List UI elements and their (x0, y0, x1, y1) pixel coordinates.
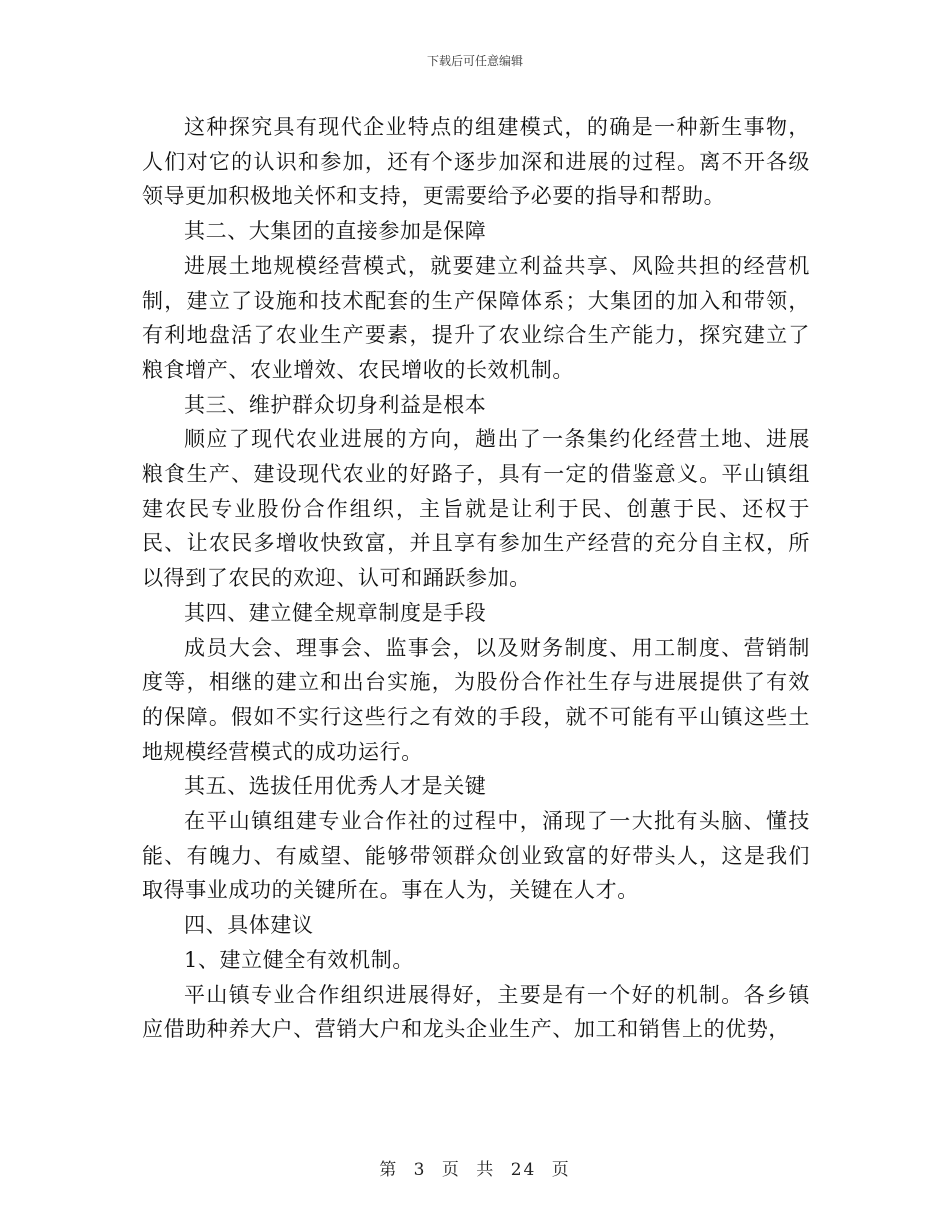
subsection-heading: 1、建立健全有效机制。 (184, 947, 414, 972)
page-footer (0, 1155, 950, 1180)
footer-prefix: 第 (379, 1160, 399, 1180)
current-page-number: 3 (413, 1160, 427, 1180)
page-header: 下载后可任意编辑 (426, 54, 523, 68)
paragraph: 成员大会、理事会、监事会，以及财务制度、用工制度、营销制度等，相继的建立和出台实施，为股份合作社生存与进展提供了有效的保障。假如不实行这些行之有效的手段，就不可能有平山镇这些土地规模经营模式的成功运行。 (142, 635, 810, 764)
paragraph: 在平山镇组建专业合作社的过程中，涌现了一大批有头脑、懂技能、有魄力、有威望、能够带领群众创业致富的好带头人，这是我们取得事业成功的关键所在。事在人为，关键在人才。 (142, 809, 810, 903)
footer-page-label: 页 (441, 1160, 461, 1180)
section-heading: 四、具体建议 (184, 913, 314, 938)
section-heading: 其二、大集团的直接参加是保障 (184, 219, 487, 244)
section-heading: 其四、建立健全规章制度是手段 (184, 600, 487, 625)
paragraph: 平山镇专业合作组织进展得好，主要是有一个好的机制。各乡镇应借助种养大户、营销大户和龙头企业生产、加工和销售上的优势， (142, 982, 810, 1042)
paragraph: 这种探究具有现代企业特点的组建模式，的确是一种新生事物，人们对它的认识和参加，还有个逐步加深和进展的过程。离不开各级领导更加积极地关怀和支持，更需要给予必要的指导和帮助。 (142, 115, 810, 209)
paragraph: 顺应了现代农业进展的方向，趟出了一条集约化经营土地、进展粮食生产、建设现代农业的好路子，具有一定的借鉴意义。平山镇组建农民专业股份合作组织，主旨就是让利于民、创蕙于民、还权于民、让农民多增收快致富，并且享有参加生产经营的充分自主权，所以得到了农民的欢迎、认可和踊跃参加。 (142, 427, 810, 591)
footer-suffix: 页 (551, 1160, 571, 1180)
section-heading: 其五、选拔任用优秀人才是关键 (184, 774, 487, 799)
total-page-number: 24 (510, 1160, 537, 1180)
footer-total-label: 共 (476, 1160, 496, 1180)
document-body (142, 110, 810, 1047)
section-heading: 其三、维护群众切身利益是根本 (184, 392, 487, 417)
paragraph: 进展土地规模经营模式，就要建立利益共享、风险共担的经营机制，建立了设施和技术配套的生产保障体系；大集团的加入和带领，有利地盘活了农业生产要素，提升了农业综合生产能力，探究建立了粮食增产、农业增效、农民增收的长效机制。 (142, 253, 810, 382)
